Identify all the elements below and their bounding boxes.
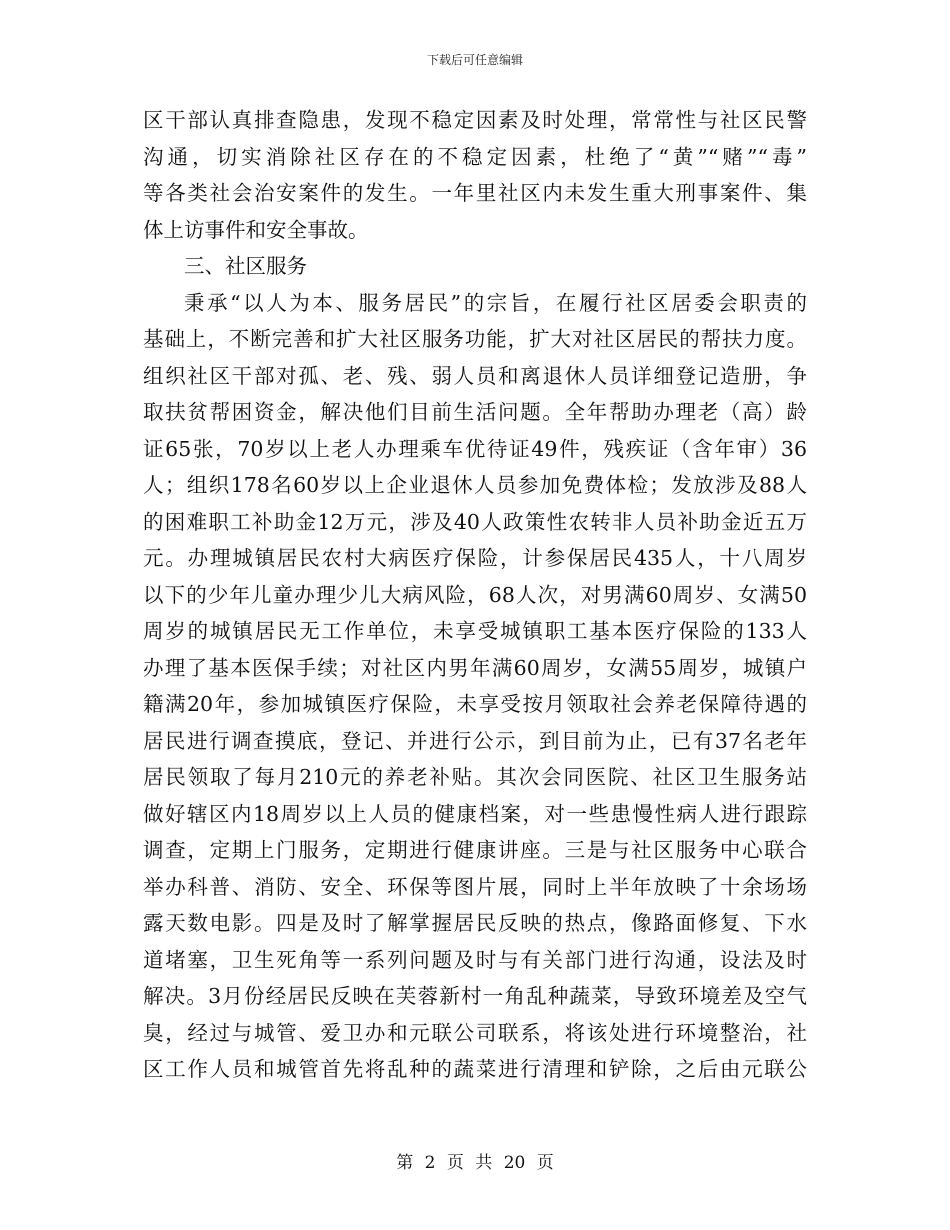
paragraph-line: 区工作人员和城管首先将乱种的蔬菜进行清理和铲除，之后由元联公 xyxy=(143,1057,807,1081)
paragraph-line: 臭，经过与城管、爱卫办和元联公司联系，将该处进行环境整治，社 xyxy=(143,1020,807,1045)
paragraph-line: 居民进行调查摸底，登记、并进行公示，到目前为止，已有37名老年 xyxy=(143,728,807,753)
paragraph-line: 等各类社会治安案件的发生。一年里社区内未发生重大刑事案件、集 xyxy=(143,181,807,205)
paragraph-line: 的困难职工补助金12万元，涉及40人政策性农转非人员补助金近五万 xyxy=(143,509,807,534)
paragraph-line: 举办科普、消防、安全、环保等图片展，同时上半年放映了十余场场 xyxy=(143,874,807,899)
paragraph-line: 秉承“以人为本、服务居民”的宗旨，在履行社区居委会职责的 xyxy=(184,290,807,315)
paragraph-line: 基础上，不断完善和扩大社区服务功能，扩大对社区居民的帮扶力度。 xyxy=(143,327,807,351)
paragraph-line: 以下的少年儿童办理少儿大病风险，68人次，对男满60周岁、女满50 xyxy=(143,582,807,607)
body-text xyxy=(143,102,807,1088)
paragraph-line: 体上访事件和安全事故。 xyxy=(143,217,369,242)
paragraph-line: 区干部认真排查隐患，发现不稳定因素及时处理，常常性与社区民警 xyxy=(143,108,807,132)
paragraph-line: 办理了基本医保手续；对社区内男年满60周岁，女满55周岁，城镇户 xyxy=(143,655,807,680)
paragraph-line: 居民领取了每月210元的养老补贴。其次会同医院、社区卫生服务站 xyxy=(143,765,807,789)
page-footer: 第 2 页 共 20 页 xyxy=(396,1153,554,1173)
paragraph-line: 籍满20年，参加城镇医疗保险，未享受按月领取社会养老保障待遇的 xyxy=(143,692,807,716)
paragraph-line: 证65张，70岁以上老人办理乘车优待证49件，残疾证（含年审）36 xyxy=(143,436,807,461)
paragraph-line: 周岁的城镇居民无工作单位，未享受城镇职工基本医疗保险的133人 xyxy=(143,619,807,643)
paragraph-line: 解决。3月份经居民反映在芙蓉新村一角乱种蔬菜，导致环境差及空气 xyxy=(143,984,807,1008)
section-heading: 三、社区服务 xyxy=(184,254,307,278)
paragraph-line: 露天数电影。四是及时了解掌握居民反映的热点，像路面修复、下水 xyxy=(143,911,807,935)
page-header: 下载后可任意编辑 xyxy=(426,53,523,67)
paragraph-line: 沟通，切实消除社区存在的不稳定因素，杜绝了“黄”“赌”“毒” xyxy=(143,144,807,169)
paragraph-line: 人；组织178名60岁以上企业退休人员参加免费体检；发放涉及88人 xyxy=(143,473,807,497)
paragraph-line: 做好辖区内18周岁以上人员的健康档案，对一些患慢性病人进行跟踪 xyxy=(143,801,807,826)
paragraph-line: 调查，定期上门服务，定期进行健康讲座。三是与社区服务中心联合 xyxy=(143,838,807,862)
paragraph-line: 组织社区干部对孤、老、残、弱人员和离退休人员详细登记造册，争 xyxy=(143,363,807,388)
paragraph-line: 元。办理城镇居民农村大病医疗保险，计参保居民435人，十八周岁 xyxy=(143,546,807,570)
paragraph-line: 取扶贫帮困资金，解决他们目前生活问题。全年帮助办理老（高）龄 xyxy=(143,400,807,424)
paragraph-line: 道堵塞，卫生死角等一系列问题及时与有关部门进行沟通，设法及时 xyxy=(143,947,807,972)
